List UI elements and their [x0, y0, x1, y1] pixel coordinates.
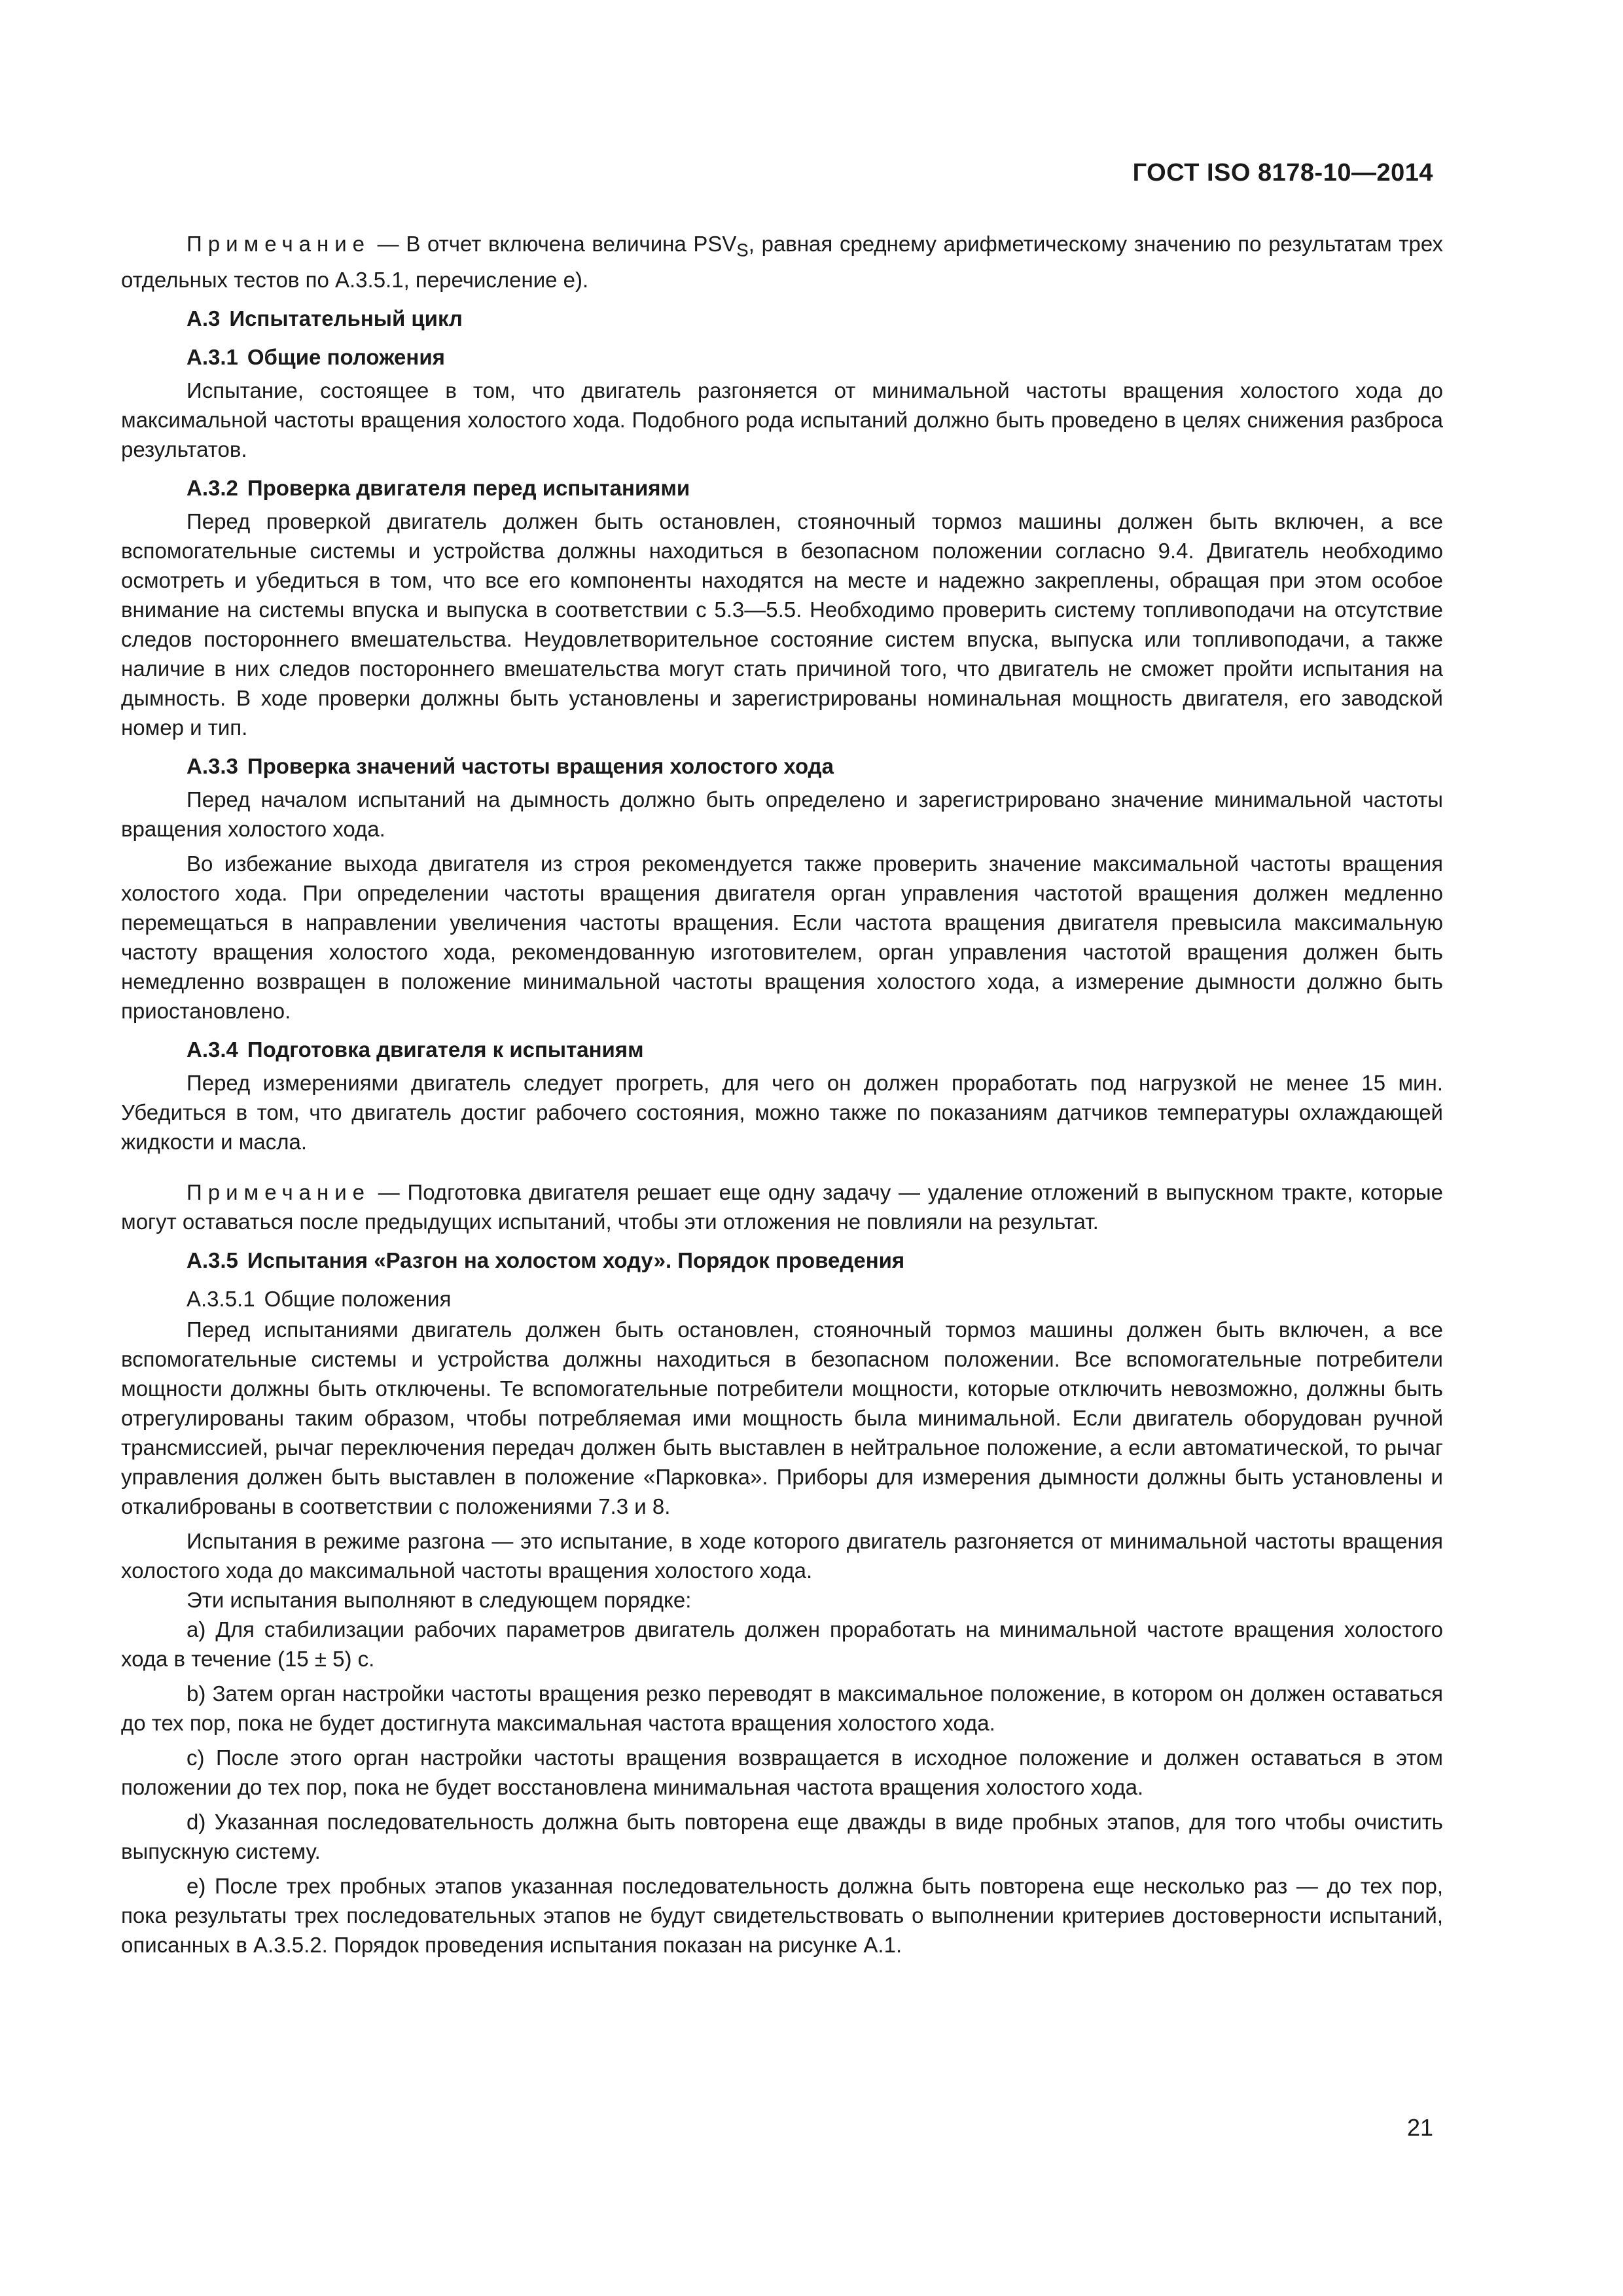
note-1-subscript: S [736, 240, 749, 260]
section-title: Общие положения [247, 344, 445, 369]
paragraph: Во избежание выхода двигателя из строя рекомендуется также проверить значение максимальной частоты вращения холостого хода. При определении частоты вращения двигателя орган управления частотой вращения должен медленно перемещаться в направлении увеличения частоты вращения. Если частота вращения двигателя превысила максимальную частоту вращения холостого хода, рекомендованную изготовителем, орган управления частотой вращения должен быть немедленно возвращен в положение минимальной частоты вращения холостого хода, а измерение дымности должно быть приостановлено. [121, 851, 1443, 1023]
section-heading-a34 [121, 1035, 1443, 1064]
note-1 [121, 229, 1443, 295]
paragraph: Эти испытания выполняют в следующем порядке: [187, 1587, 692, 1612]
section-heading-a33 [121, 751, 1443, 781]
section-title: Подготовка двигателя к испытаниям [247, 1037, 644, 1062]
section-title: Проверка значений частоты вращения холостого хода [247, 753, 834, 778]
section-heading-a3 [121, 304, 1443, 333]
section-number: А.3.2 [187, 475, 238, 500]
section-heading-a32 [121, 473, 1443, 503]
list-item: b) Затем орган настройки частоты вращения резко переводят в максимальное положение, в котором он должен оставаться до тех пор, пока не будет достигнута максимальная частота вращения холостого хода. [121, 1681, 1443, 1735]
paragraph: Перед измерениями двигатель следует прогреть, для чего он должен проработать под нагрузкой не менее 15 мин. Убедиться в том, что двигатель достиг рабочего состояния, можно также по показаниям датчиков температуры охлаждающей жидкости и масла. [121, 1070, 1443, 1154]
section-number: А.3.3 [187, 753, 238, 778]
section-heading-a31 [121, 342, 1443, 372]
subsection-heading-a351 [121, 1284, 1443, 1314]
paragraph: Перед началом испытаний на дымность должно быть определено и зарегистрировано значение минимальной частоты вращения холостого хода. [121, 787, 1443, 841]
note-2-lead: Примечание [187, 1179, 371, 1204]
list-item: d) Указанная последовательность должна быть повторена еще дважды в виде пробных этапов, для того чтобы очистить выпускную систему. [121, 1809, 1443, 1863]
note-1-text-a: — В отчет включена величина PSV [370, 232, 737, 256]
section-title: Испытательный цикл [229, 306, 463, 331]
section-number: А.3.5 [187, 1247, 238, 1272]
section-number: А.3.5.1 [187, 1286, 255, 1311]
paragraph: Испытание, состоящее в том, что двигатель разгоняется от минимальной частоты вращения холостого хода до максимальной частоты вращения холостого хода. Подобного рода испытаний должно быть проведено в целях снижения разброса результатов. [121, 378, 1443, 461]
note-1-lead: Примечание [187, 232, 371, 256]
section-number: А.3.1 [187, 344, 238, 369]
section-title: Испытания «Разгон на холостом ходу». Порядок проведения [247, 1247, 905, 1272]
document-body [121, 229, 1443, 1960]
section-number: А.3.4 [187, 1037, 238, 1062]
paragraph: Перед проверкой двигатель должен быть остановлен, стояночный тормоз машины должен быть включен, а все вспомогательные системы и устройства должны находиться в безопасном положении согласно 9.4. Двигатель необходимо осмотреть и убедиться в том, что все его компоненты находятся на месте и надежно закреплены, обращая при этом особое внимание на системы впуска и выпуска в соответствии с 5.3—5.5. Необходимо проверить систему топливоподачи на отсутствие следов постороннего вмешательства. Неудовлетворительное состояние систем впуска, выпуска или топливоподачи, а также наличие в них следов постороннего вмешательства могут стать причиной того, что двигатель не сможет пройти испытания на дымность. В ходе проверки должны быть установлены и зарегистрированы номинальная мощность двигателя, его заводской номер и тип. [121, 509, 1443, 740]
note-2-text: — Подготовка двигателя решает еще одну задачу — удаление отложений в выпускном тракте, которые могут оставаться после предыдущих испытаний, чтобы эти отложения не повлияли на результат. [121, 1179, 1443, 1234]
paragraph: Перед испытаниями двигатель должен быть остановлен, стояночный тормоз машины должен быть включен, а все вспомогательные системы и устройства должны находиться в безопасном положении. Все вспомогательные потребители мощности должны быть отключены. Те вспомогательные потребители мощности, которые отключить невозможно, должны быть отрегулированы таким образом, чтобы потребляемая ими мощность была минимальной. Если двигатель оборудован ручной трансмиссией, рычаг переключения передач должен быть выставлен в нейтральное положение, а если автоматической, то рычаг управления должен быть выставлен в положение «Парковка». Приборы для измерения дымности должны быть установлены и откалиброваны в соответствии с положениями 7.3 и 8. [121, 1317, 1443, 1518]
list-item: а) Для стабилизации рабочих параметров двигатель должен проработать на минимальной частоте вращения холостого хода в течение (15 ± 5) с. [121, 1617, 1443, 1671]
standard-header: ГОСТ ISO 8178-10—2014 [1132, 159, 1433, 187]
note-1-text-b: , равная среднему арифметическому значению по результатам трех отдельных тестов по А.3.5.1, перечисление е). [121, 232, 1443, 292]
section-title: Общие положения [264, 1286, 452, 1311]
list-item: е) После трех пробных этапов указанная последовательность должна быть повторена еще несколько раз — до тех пор, пока результаты трех последовательных этапов не будут свидетельствовать о выполнении критериев достоверности испытаний, описанных в А.3.5.2. Порядок проведения испытания показан на рисунке А.1. [121, 1873, 1443, 1957]
note-2 [121, 1177, 1443, 1236]
section-number: А.3 [187, 306, 221, 331]
paragraph: Испытания в режиме разгона — это испытание, в ходе которого двигатель разгоняется от минимальной частоты вращения холостого хода до максимальной частоты вращения холостого хода. [121, 1528, 1443, 1583]
section-heading-a35 [121, 1246, 1443, 1275]
section-title: Проверка двигателя перед испытаниями [247, 475, 690, 500]
list-item: c) После этого орган настройки частоты вращения возвращается в исходное положение и должен оставаться в этом положении до тех пор, пока не будет восстановлена минимальная частота вращения холостого хода. [121, 1745, 1443, 1799]
page-number: 21 [1406, 2114, 1433, 2141]
